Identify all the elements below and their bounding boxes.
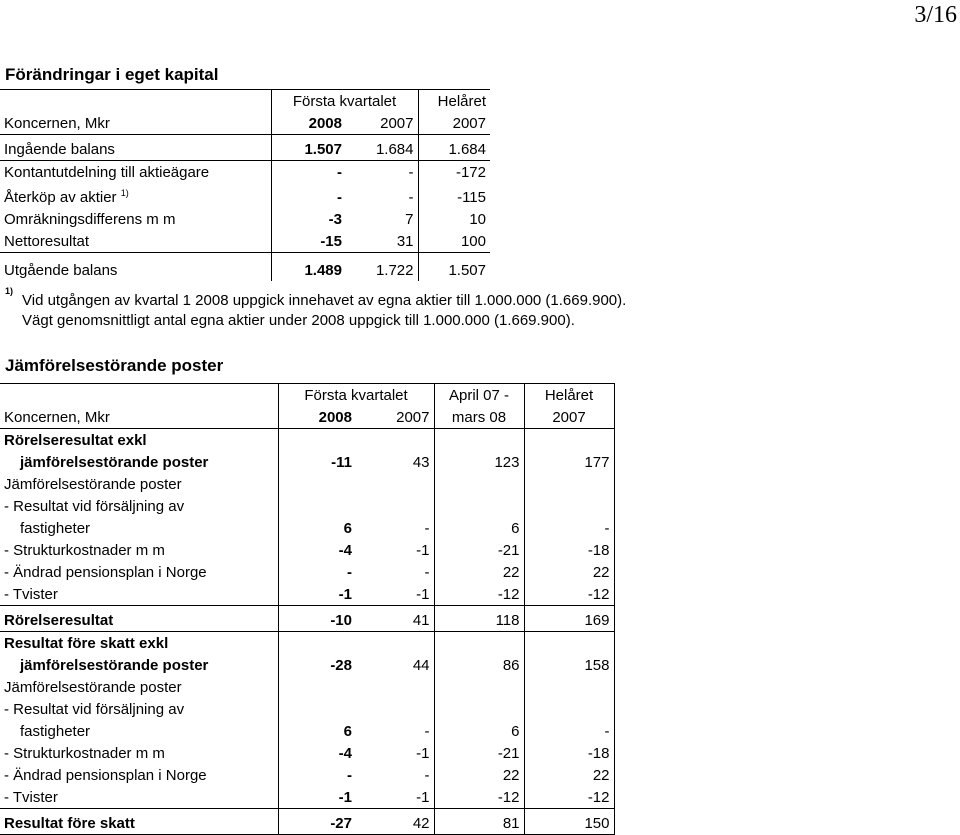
row-label: Utgående balans [4,261,118,279]
row-label: Resultat före skatt exkl [4,635,169,652]
row-value: 10 [418,208,490,230]
header-rolling: April 07 - [434,384,524,407]
row-label: Rörelseresultat [0,606,278,632]
row-value: 44 [412,657,430,674]
header-year: 2007 [418,112,490,135]
row-value: 22 [434,764,524,786]
row-value: -11 [278,451,356,473]
row-value: 42 [356,809,434,835]
row-label: Ingående balans [0,135,271,161]
row-label: Rörelseresultat exkl [4,432,147,449]
header-year: 2008 [278,406,356,429]
row-value: -18 [524,742,614,764]
row-value: 22 [524,764,614,786]
row-value: 150 [524,809,614,835]
row-value: -27 [278,809,356,835]
row-value: 6 [278,720,356,742]
row-value: 6 [434,517,524,539]
row-value: - [408,164,414,181]
row-value: 169 [524,606,614,632]
row-label: Jämförelsestörande poster [4,476,182,493]
row-label: - Resultat vid försäljning av [4,498,185,515]
row-label: fastigheter [20,723,91,740]
row-label: - Resultat vid försäljning av [4,701,185,718]
header-full-year: Helåret [418,90,490,113]
header-company-label: Koncernen, Mkr [0,406,278,429]
row-value: 6 [278,517,356,539]
row-label: Omräkningsdifferens m m [4,211,176,228]
row-value: 123 [434,451,524,473]
row-label: - Ändrad pensionsplan i Norge [4,767,207,784]
row-label: - Strukturkostnader m m [4,542,165,559]
row-value: -1 [278,786,356,809]
row-value: -1 [416,542,430,559]
row-label: - Ändrad pensionsplan i Norge [4,564,207,581]
header-year: 2007 [356,406,434,429]
row-label: jämförelsestörande poster [20,657,209,674]
row-value: 1.684 [418,135,490,161]
row-value: - [271,183,346,208]
row-label: jämförelsestörande poster [20,454,209,471]
row-value: 1.722 [375,261,414,279]
row-value: 1.507 [271,135,346,161]
row-value: - [524,517,614,539]
row-label: Nettoresultat [0,230,271,253]
row-label: Återköp av aktier $^{1)}$ [4,188,129,206]
row-value: 158 [524,654,614,676]
row-value: -21 [434,539,524,561]
row-value: 177 [524,451,614,473]
row-value: -28 [278,654,356,676]
row-value: -1 [278,583,356,606]
row-value: 43 [412,454,430,471]
row-label: - Tvister [0,583,278,606]
header-first-quarter: Första kvartalet [278,384,434,407]
row-value: 22 [524,561,614,583]
row-value: 81 [434,809,524,835]
row-value: - [424,723,430,740]
footnote-ref: 1) [120,188,129,198]
header-year: 2008 [271,112,346,135]
row-value: 1.507 [418,253,490,281]
row-value: -18 [524,539,614,561]
header-first-quarter: Första kvartalet [271,90,418,113]
row-value: -12 [434,583,524,606]
footnote-line: Vid utgången av kvartal 1 2008 uppgick innehavet av egna aktier till 1.000.000 (1.669.900). [22,292,627,309]
row-value: 1.684 [346,135,418,161]
header-year: 2007 [524,406,614,429]
row-value: - [408,189,414,206]
header-year: 2007 [346,112,418,135]
row-value: -1 [416,745,430,762]
row-value: 86 [434,654,524,676]
row-value: -4 [278,539,356,561]
row-value: - [424,564,430,581]
row-value: - [424,520,430,537]
row-value: -12 [524,583,614,606]
row-label: Resultat före skatt [0,809,278,835]
row-label: Kontantutdelning till aktieägare [4,164,210,181]
row-value: - [278,561,356,583]
section-title-items: Jämförelsestörande poster [5,356,224,375]
row-value: 118 [434,606,524,632]
equity-table [0,89,490,281]
row-value: -4 [278,742,356,764]
row-value: -115 [418,183,490,208]
row-value: -15 [271,230,346,253]
row-value: -172 [418,161,490,184]
row-value: - [424,767,430,784]
row-value: - [271,161,346,184]
items-table [0,383,615,835]
header-company-label: Koncernen, Mkr [0,112,271,135]
page-number: 3/16 [914,2,957,28]
row-value: -1 [356,786,434,809]
row-value: -12 [434,786,524,809]
header-empty [0,384,278,407]
row-value: -1 [356,583,434,606]
row-value: 100 [418,230,490,253]
row-value: 31 [346,230,418,253]
row-label: Jämförelsestörande poster [4,679,182,696]
footnote-line: Vägt genomsnittligt antal egna aktier under 2008 uppgick till 1.000.000 (1.669.900). [22,312,575,329]
header-rolling: mars 08 [434,406,524,429]
row-value: -10 [278,606,356,632]
row-value: 7 [405,211,414,228]
row-label: - Strukturkostnader m m [4,745,165,762]
row-value: 22 [434,561,524,583]
row-label: fastigheter [20,520,91,537]
row-value: 1.489 [271,253,346,281]
row-value: - [524,720,614,742]
row-value: -21 [434,742,524,764]
row-value: 41 [356,606,434,632]
row-value: -12 [524,786,614,809]
row-value: 6 [434,720,524,742]
row-label: - Tvister [0,786,278,809]
row-value: -3 [271,208,346,230]
section-title-equity: Förändringar i eget kapital [5,65,219,84]
footnote-mark: 1) [5,286,14,296]
row-value: - [278,764,356,786]
header-full-year: Helåret [524,384,614,407]
header-empty [0,90,271,113]
